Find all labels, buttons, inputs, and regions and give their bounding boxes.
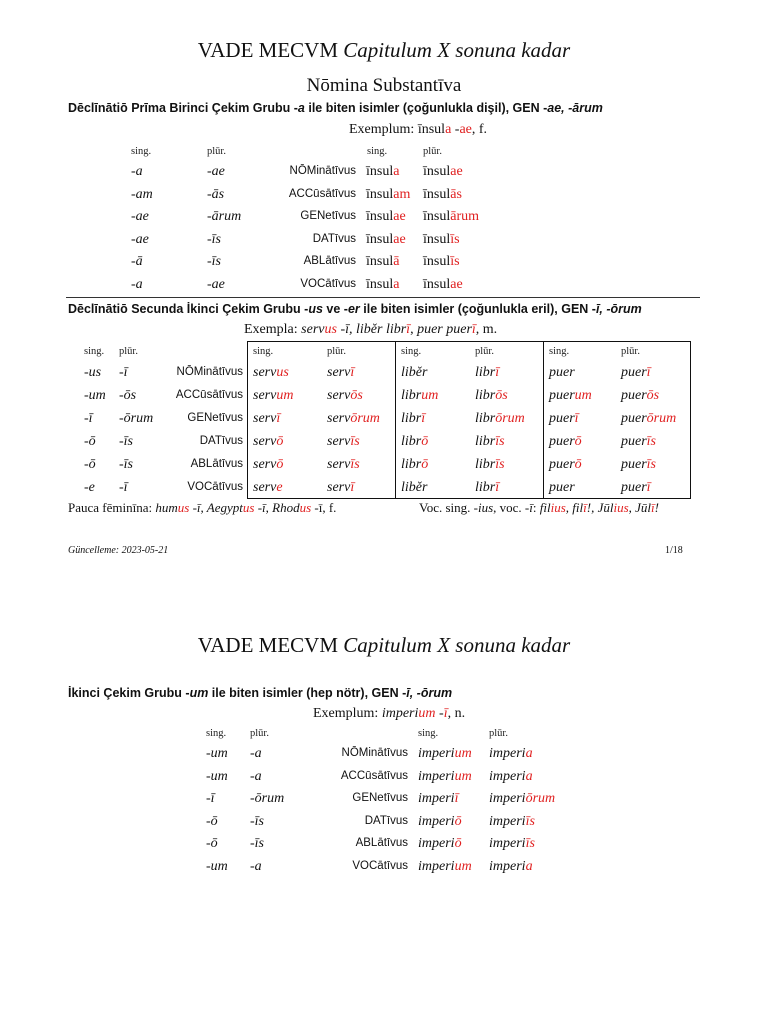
ending-plur: -ī [119,480,128,495]
ending-sing: -ō [206,813,218,829]
ending-sing: -a [131,164,143,179]
page-number: 1/18 [665,545,683,556]
ending-sing: -ī [206,791,215,807]
page-title [0,38,768,63]
section-title: Nōmina Substantīva [306,75,462,96]
liber-plur: librōs [475,388,508,403]
ending-plur: -īs [119,434,133,449]
servus-sing: servus [253,365,289,380]
servus-plur: servōrum [327,411,380,426]
col-plur-label: plūr. [475,346,494,357]
ending-sing: -um [84,388,106,403]
servus-plur: servīs [327,434,360,449]
title-italic: Capitulum X sonuna kadar [343,633,571,657]
liber-sing: librō [401,457,429,472]
case-label: VOCātīvus [187,481,243,493]
form-sing: imperiō [418,813,462,829]
page-title [0,633,768,658]
case-label: ACCūsātīvus [175,389,243,401]
ending-sing: -e [84,480,95,495]
form-plur: imperiīs [489,836,535,852]
form-plur: īnsulārum [423,209,479,225]
decl2n-exemplum: Exemplum: imperium -ī, n. [313,706,466,721]
liber-plur: librīs [475,457,505,472]
divider [66,297,700,298]
col-plur-label: plūr. [489,728,508,739]
puer-sing: puer [549,365,575,380]
ending-plur: -īs [250,813,264,829]
case-label: ACCūsātīvus [288,187,356,200]
puer-sing: puerum [549,388,592,403]
col-plur-label: plūr. [119,346,138,357]
col-sing-label: sing. [401,346,422,357]
ending-plur: -īs [207,254,221,270]
ending-plur: -ōrum [250,791,285,807]
form-sing: īnsula [366,164,400,179]
form-sing: imperiō [418,836,462,852]
col-sing-label: sing. [367,146,388,157]
form-sing: īnsulā [366,254,400,270]
ending-plur: -ās [207,186,225,202]
form-sing: īnsulae [366,209,406,225]
case-label: GENetīvus [300,210,356,223]
form-plur: imperia [489,768,533,784]
puer-plur: puerī [621,365,651,380]
ending-plur: -īs [250,836,264,852]
servus-sing: serve [253,480,283,495]
liber-sing: librī [401,411,426,426]
puer-sing: puerī [549,411,579,426]
servus-sing: servum [253,388,294,403]
case-label: NŌMinātīvus [289,165,356,177]
ending-sing: -ā [131,254,143,270]
liber-sing: librum [401,388,439,403]
form-sing: īnsula [366,277,400,292]
form-plur: īnsulās [423,186,462,202]
col-plur-label: plūr. [423,146,442,157]
puer-plur: puerī [621,480,651,495]
col-plur-label: plūr. [327,346,346,357]
ending-sing: -ae [131,231,149,247]
col-sing-label: sing. [549,346,570,357]
liber-sing: liběr [401,365,428,380]
col-sing-label: sing. [84,346,105,357]
footer-date: Güncelleme: 2023-05-21 [68,545,169,556]
ending-plur: -ī [119,365,128,380]
servus-plur: servōs [327,388,363,403]
form-plur: īnsulīs [423,231,460,247]
box-divider [395,341,396,499]
ending-plur: -īs [207,231,221,247]
decl2-header: Dēclīnātiō Secunda İkinci Çekim Grubu -us ve -er ile biten isimler (çoğunlukla eril), GEN -ī, -ōrum [68,302,642,316]
puer-sing: puerō [549,434,582,449]
form-plur: īnsulīs [423,254,460,270]
case-label: NŌMinātīvus [176,366,243,378]
liber-plur: librī [475,480,500,495]
ending-sing: -am [131,186,153,202]
puer-plur: puerīs [621,457,657,472]
title-main: VADE MECVM [197,633,339,657]
ending-sing: -um [206,768,228,784]
puer-plur: puerōs [621,388,660,403]
col-sing-label: sing. [418,728,439,739]
puer-sing: puerō [549,457,582,472]
case-label: DATīvus [364,814,408,827]
ending-sing: -ae [131,209,149,225]
ending-plur: -a [250,768,262,784]
form-plur: imperiōrum [489,791,556,807]
case-label: ABLātīvus [190,458,243,470]
decl1-exemplum: Exemplum: īnsula -ae, f. [349,122,488,137]
form-sing: imperium [418,859,472,874]
ending-plur: -a [250,746,262,761]
servus-plur: servī [327,365,355,380]
case-label: ACCūsātīvus [340,769,408,782]
ending-plur: -īs [119,457,133,472]
col-plur-label: plūr. [207,146,226,157]
ending-plur: -ōs [119,388,137,403]
ending-sing: -us [84,365,102,380]
liber-plur: librīs [475,434,505,449]
case-label: ABLātīvus [303,255,356,268]
ending-sing: -ō [206,836,218,852]
servus-sing: servī [253,411,281,426]
pauca-feminina: Pauca fēminīna: humus -ī, Aegyptus -ī, Rhodus -ī, f. [68,500,337,515]
case-label: GENetīvus [187,412,243,424]
case-label: DATīvus [199,435,243,447]
title-main: VADE MECVM [197,38,339,62]
decl2n-header: İkinci Çekim Grubu -um ile biten isimler (hep nötr), GEN -ī, -ōrum [68,686,453,700]
voc-note: Voc. sing. -ius, voc. -ī: filius, filī!, Jūlius, Jūlī! [419,500,660,515]
form-plur: imperia [489,746,533,761]
col-plur-label: plūr. [621,346,640,357]
ending-sing: -ō [84,457,96,472]
ending-plur: -ārum [207,209,242,225]
form-plur: imperia [489,859,533,874]
form-sing: īnsulae [366,231,406,247]
case-label: NŌMinātīvus [341,747,408,759]
servus-sing: servō [253,434,284,449]
col-sing-label: sing. [131,146,152,157]
servus-plur: servīs [327,457,360,472]
liber-sing: librō [401,434,429,449]
form-plur: imperiīs [489,813,535,829]
form-sing: īnsulam [366,186,411,202]
puer-plur: puerōrum [621,411,677,426]
ending-sing: -ī [84,411,93,426]
case-label: ABLātīvus [355,837,408,850]
case-label: VOCātīvus [300,278,356,290]
case-label: DATīvus [312,232,356,245]
form-sing: imperiī [418,791,459,807]
ending-plur: -ae [207,164,225,179]
form-sing: imperium [418,746,472,761]
ending-sing: -um [206,746,228,761]
form-plur: īnsulae [423,277,463,292]
ending-plur: -ōrum [119,411,154,426]
liber-sing: liběr [401,480,428,495]
servus-sing: servō [253,457,284,472]
col-plur-label: plūr. [250,728,269,739]
case-label: GENetīvus [352,792,408,805]
form-sing: imperium [418,768,472,784]
ending-sing: -a [131,277,143,292]
liber-plur: librōrum [475,411,525,426]
servus-plur: servī [327,480,355,495]
liber-plur: librī [475,365,500,380]
decl2-exempla: Exempla: servus -ī, liběr librī, puer puerī, m. [244,322,498,337]
col-sing-label: sing. [206,728,227,739]
puer-plur: puerīs [621,434,657,449]
ending-sing: -ō [84,434,96,449]
ending-plur: -a [250,859,262,874]
ending-plur: -ae [207,277,225,292]
ending-sing: -um [206,859,228,874]
form-plur: īnsulae [423,164,463,179]
box-divider [543,341,544,499]
decl1-header: Dēclīnātiō Prīma Birinci Çekim Grubu -a ile biten isimler (çoğunlukla dişil), GEN -ae, -ārum [68,101,603,115]
puer-sing: puer [549,480,575,495]
title-italic: Capitulum X sonuna kadar [343,38,571,62]
col-sing-label: sing. [253,346,274,357]
case-label: VOCātīvus [352,860,408,872]
